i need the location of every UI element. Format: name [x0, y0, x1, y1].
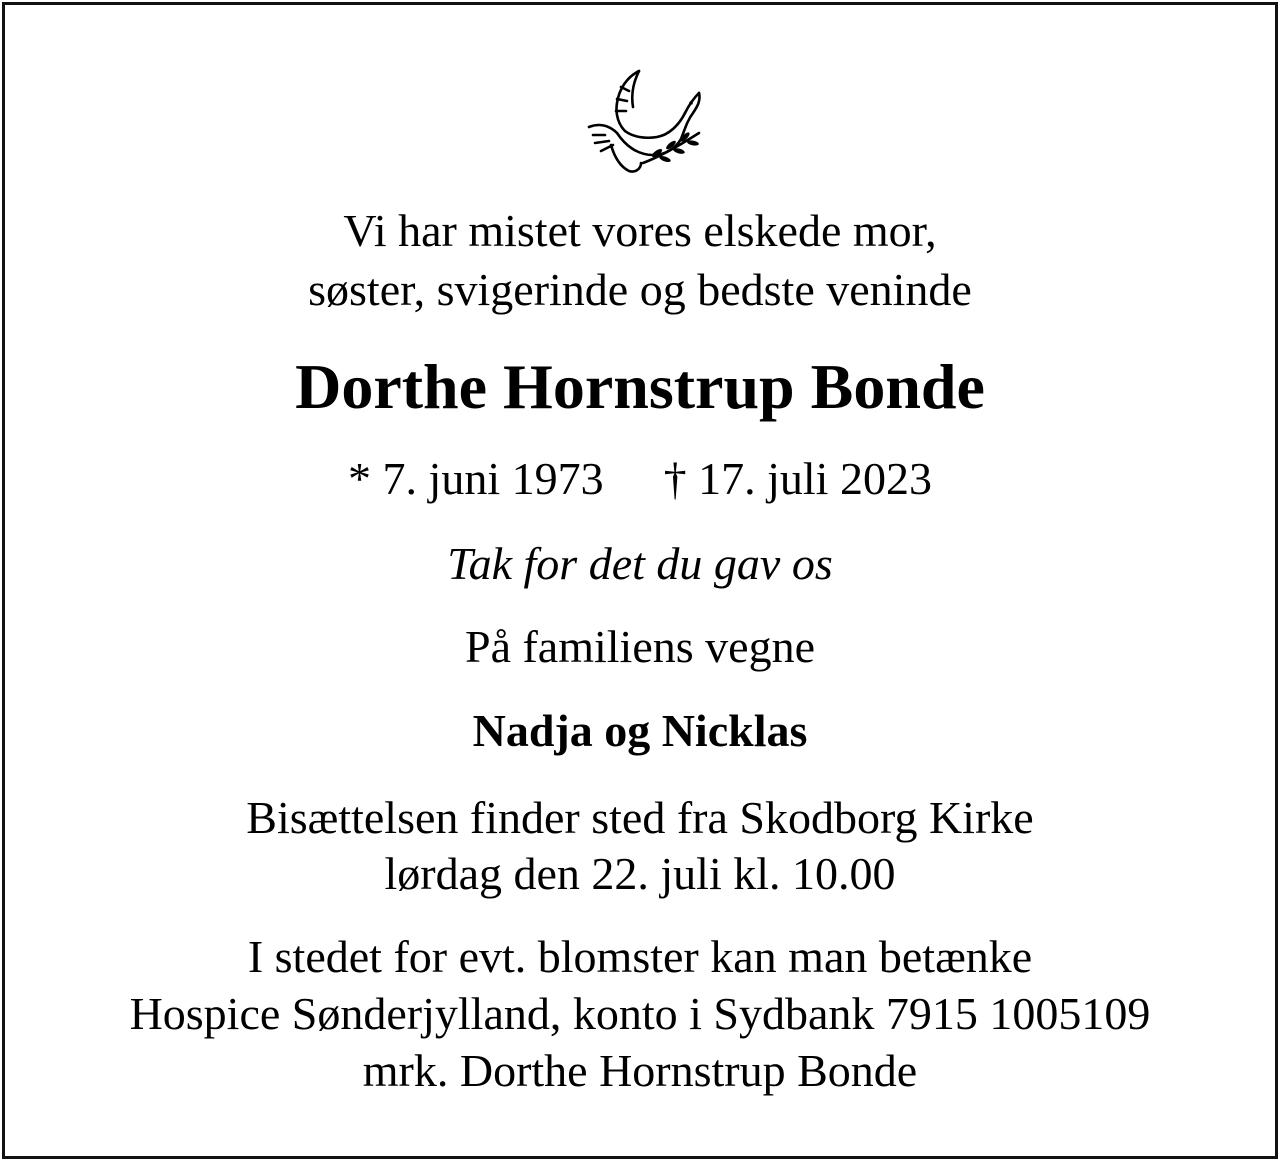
deceased-name: Dorthe Hornstrup Bonde: [295, 351, 985, 422]
obituary-notice: [2, 2, 1278, 1159]
life-dates: [5, 453, 1275, 504]
funeral-time: lørdag den 22. juli kl. 10.00: [384, 848, 896, 899]
flowers-note-line-1: I stedet for evt. blomster kan man betænke: [247, 931, 1033, 982]
flowers-note-line-2: Hospice Sønderjylland, konto i Sydbank 7915 1005109: [129, 988, 1151, 1039]
on-behalf-text: På familiens vegne: [464, 621, 815, 672]
funeral-location: Bisættelsen finder sted fra Skodborg Kirke: [246, 792, 1034, 843]
intro-line-2: søster, svigerinde og bedste veninde: [308, 264, 972, 315]
dove-with-olive-branch-icon: [581, 63, 707, 178]
intro-line-1: Vi har mistet vores elskede mor,: [343, 205, 937, 256]
signers-names: Nadja og Nicklas: [472, 705, 808, 756]
death-date: † 17. juli 2023: [663, 453, 932, 504]
memorial-motto: Tak for det du gav os: [447, 538, 833, 589]
birth-date: * 7. juni 1973: [348, 453, 604, 504]
flowers-note-line-3: mrk. Dorthe Hornstrup Bonde: [362, 1045, 918, 1096]
